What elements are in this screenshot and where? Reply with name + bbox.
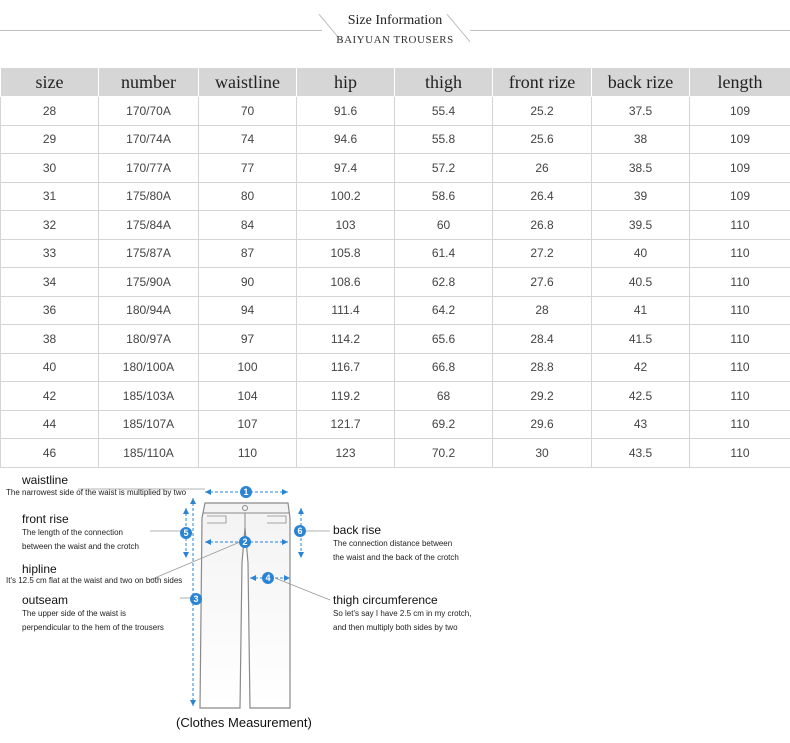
column-header-number: number — [99, 68, 199, 97]
cell-waistline: 90 — [199, 268, 297, 297]
cell-thigh: 60 — [395, 211, 493, 240]
cell-front-rize: 28 — [493, 296, 592, 325]
column-header-length: length — [690, 68, 790, 97]
cell-hip: 108.6 — [297, 268, 395, 297]
table-row — [1, 325, 790, 354]
cell-thigh: 64.2 — [395, 296, 493, 325]
cell-size: 31 — [1, 182, 99, 211]
cell-front-rize: 26.4 — [493, 182, 592, 211]
back-rise-description-1: The connection distance between — [333, 539, 453, 548]
cell-front-rize: 25.6 — [493, 125, 592, 154]
cell-waistline: 80 — [199, 182, 297, 211]
cell-front-rize: 27.6 — [493, 268, 592, 297]
column-header-size: size — [1, 68, 99, 97]
cell-hip: 111.4 — [297, 296, 395, 325]
cell-number: 185/103A — [99, 382, 199, 411]
cell-back-rize: 40 — [592, 239, 690, 268]
front-rise-description-2: between the waist and the crotch — [22, 542, 139, 551]
cell-number: 175/84A — [99, 211, 199, 240]
size-table — [0, 67, 790, 468]
table-row — [1, 125, 790, 154]
column-header-thigh: thigh — [395, 68, 493, 97]
cell-length: 109 — [690, 154, 790, 183]
cell-number: 180/94A — [99, 296, 199, 325]
cell-waistline: 70 — [199, 97, 297, 126]
cell-number: 175/90A — [99, 268, 199, 297]
cell-size: 44 — [1, 410, 99, 439]
cell-thigh: 62.8 — [395, 268, 493, 297]
cell-size: 46 — [1, 439, 99, 468]
measurement-diagram — [0, 468, 790, 743]
cell-front-rize: 26.8 — [493, 211, 592, 240]
cell-thigh: 66.8 — [395, 353, 493, 382]
cell-hip: 97.4 — [297, 154, 395, 183]
marker-1: 1 — [240, 486, 252, 498]
cell-number: 185/110A — [99, 439, 199, 468]
cell-number: 180/100A — [99, 353, 199, 382]
cell-front-rize: 29.6 — [493, 410, 592, 439]
cell-length: 110 — [690, 382, 790, 411]
front-rise-description-1: The length of the connection — [22, 528, 123, 537]
cell-thigh: 68 — [395, 382, 493, 411]
cell-hip: 116.7 — [297, 353, 395, 382]
cell-hip: 121.7 — [297, 410, 395, 439]
cell-size: 42 — [1, 382, 99, 411]
waistline-label: waistline — [22, 473, 69, 487]
cell-hip: 103 — [297, 211, 395, 240]
back-rise-description-2: the waist and the back of the crotch — [333, 553, 459, 562]
cell-number: 170/70A — [99, 97, 199, 126]
thigh-circumference-description-2: and then multiply both sides by two — [333, 623, 458, 632]
page-subtitle: BAIYUAN TROUSERS — [336, 34, 454, 46]
cell-size: 34 — [1, 268, 99, 297]
cell-thigh: 65.6 — [395, 325, 493, 354]
cell-number: 185/107A — [99, 410, 199, 439]
cell-back-rize: 38.5 — [592, 154, 690, 183]
table-row — [1, 382, 790, 411]
cell-back-rize: 37.5 — [592, 97, 690, 126]
cell-length: 110 — [690, 439, 790, 468]
cell-back-rize: 39.5 — [592, 211, 690, 240]
cell-hip: 123 — [297, 439, 395, 468]
table-row — [1, 410, 790, 439]
page-title: Size Information — [347, 13, 443, 28]
front-rise-label: front rise — [22, 512, 69, 526]
cell-length: 110 — [690, 410, 790, 439]
cell-waistline: 77 — [199, 154, 297, 183]
column-header-front-rize: front rize — [493, 68, 592, 97]
table-row — [1, 211, 790, 240]
cell-thigh: 55.8 — [395, 125, 493, 154]
cell-back-rize: 42.5 — [592, 382, 690, 411]
cell-front-rize: 30 — [493, 439, 592, 468]
cell-front-rize: 26 — [493, 154, 592, 183]
waistline-description: The narrowest side of the waist is multiplied by two — [6, 488, 187, 497]
hipline-label: hipline — [22, 562, 57, 576]
thigh-circumference-description-1: So let's say I have 2.5 cm in my crotch, — [333, 609, 472, 618]
cell-waistline: 104 — [199, 382, 297, 411]
table-row — [1, 97, 790, 126]
cell-back-rize: 43 — [592, 410, 690, 439]
outseam-label: outseam — [22, 593, 69, 607]
cell-length: 110 — [690, 296, 790, 325]
cell-hip: 119.2 — [297, 382, 395, 411]
diagram-caption: (Clothes Measurement) — [176, 715, 312, 730]
cell-front-rize: 28.8 — [493, 353, 592, 382]
cell-waistline: 94 — [199, 296, 297, 325]
table-row — [1, 268, 790, 297]
header-rule-right — [470, 30, 790, 31]
cell-number: 180/97A — [99, 325, 199, 354]
cell-back-rize: 39 — [592, 182, 690, 211]
hipline-description: It's 12.5 cm flat at the waist and two on both sides — [6, 576, 183, 585]
cell-waistline: 84 — [199, 211, 297, 240]
cell-waistline: 110 — [199, 439, 297, 468]
cell-waistline: 100 — [199, 353, 297, 382]
cell-length: 110 — [690, 353, 790, 382]
cell-length: 110 — [690, 211, 790, 240]
cell-length: 110 — [690, 268, 790, 297]
cell-waistline: 87 — [199, 239, 297, 268]
cell-number: 175/80A — [99, 182, 199, 211]
cell-length: 109 — [690, 182, 790, 211]
marker-3: 3 — [190, 593, 202, 605]
cell-front-rize: 29.2 — [493, 382, 592, 411]
cell-length: 110 — [690, 239, 790, 268]
table-row — [1, 439, 790, 468]
header-rule-left — [0, 30, 322, 31]
outseam-description-2: perpendicular to the hem of the trousers — [22, 623, 164, 632]
marker-5: 5 — [180, 527, 192, 539]
cell-back-rize: 41.5 — [592, 325, 690, 354]
cell-hip: 114.2 — [297, 325, 395, 354]
table-row — [1, 296, 790, 325]
header — [0, 0, 790, 58]
outseam-description-1: The upper side of the waist is — [22, 609, 127, 618]
marker-6: 6 — [294, 525, 306, 537]
column-header-waistline: waistline — [199, 68, 297, 97]
cell-waistline: 97 — [199, 325, 297, 354]
cell-length: 110 — [690, 325, 790, 354]
cell-size: 36 — [1, 296, 99, 325]
table-row — [1, 353, 790, 382]
cell-waistline: 107 — [199, 410, 297, 439]
column-header-back-rize: back rize — [592, 68, 690, 97]
back-rise-label: back rise — [333, 523, 382, 537]
cell-thigh: 70.2 — [395, 439, 493, 468]
cell-number: 175/87A — [99, 239, 199, 268]
column-header-hip: hip — [297, 68, 395, 97]
marker-2: 2 — [239, 536, 251, 548]
cell-hip: 105.8 — [297, 239, 395, 268]
cell-back-rize: 41 — [592, 296, 690, 325]
table-row — [1, 182, 790, 211]
cell-size: 33 — [1, 239, 99, 268]
cell-thigh: 57.2 — [395, 154, 493, 183]
thigh-circumference-label: thigh circumference — [333, 593, 438, 607]
cell-number: 170/74A — [99, 125, 199, 154]
cell-size: 28 — [1, 97, 99, 126]
trousers-outline — [200, 503, 290, 708]
cell-waistline: 74 — [199, 125, 297, 154]
cell-hip: 94.6 — [297, 125, 395, 154]
cell-size: 38 — [1, 325, 99, 354]
cell-front-rize: 27.2 — [493, 239, 592, 268]
cell-size: 29 — [1, 125, 99, 154]
table-row — [1, 154, 790, 183]
cell-size: 32 — [1, 211, 99, 240]
cell-front-rize: 25.2 — [493, 97, 592, 126]
marker-4: 4 — [262, 572, 274, 584]
cell-hip: 91.6 — [297, 97, 395, 126]
cell-thigh: 69.2 — [395, 410, 493, 439]
table-header-row — [1, 68, 790, 97]
cell-length: 109 — [690, 125, 790, 154]
cell-back-rize: 42 — [592, 353, 690, 382]
cell-number: 170/77A — [99, 154, 199, 183]
cell-size: 30 — [1, 154, 99, 183]
cell-thigh: 61.4 — [395, 239, 493, 268]
cell-hip: 100.2 — [297, 182, 395, 211]
cell-back-rize: 43.5 — [592, 439, 690, 468]
cell-thigh: 58.6 — [395, 182, 493, 211]
cell-back-rize: 38 — [592, 125, 690, 154]
cell-length: 109 — [690, 97, 790, 126]
cell-size: 40 — [1, 353, 99, 382]
cell-front-rize: 28.4 — [493, 325, 592, 354]
cell-thigh: 55.4 — [395, 97, 493, 126]
table-row — [1, 239, 790, 268]
cell-back-rize: 40.5 — [592, 268, 690, 297]
